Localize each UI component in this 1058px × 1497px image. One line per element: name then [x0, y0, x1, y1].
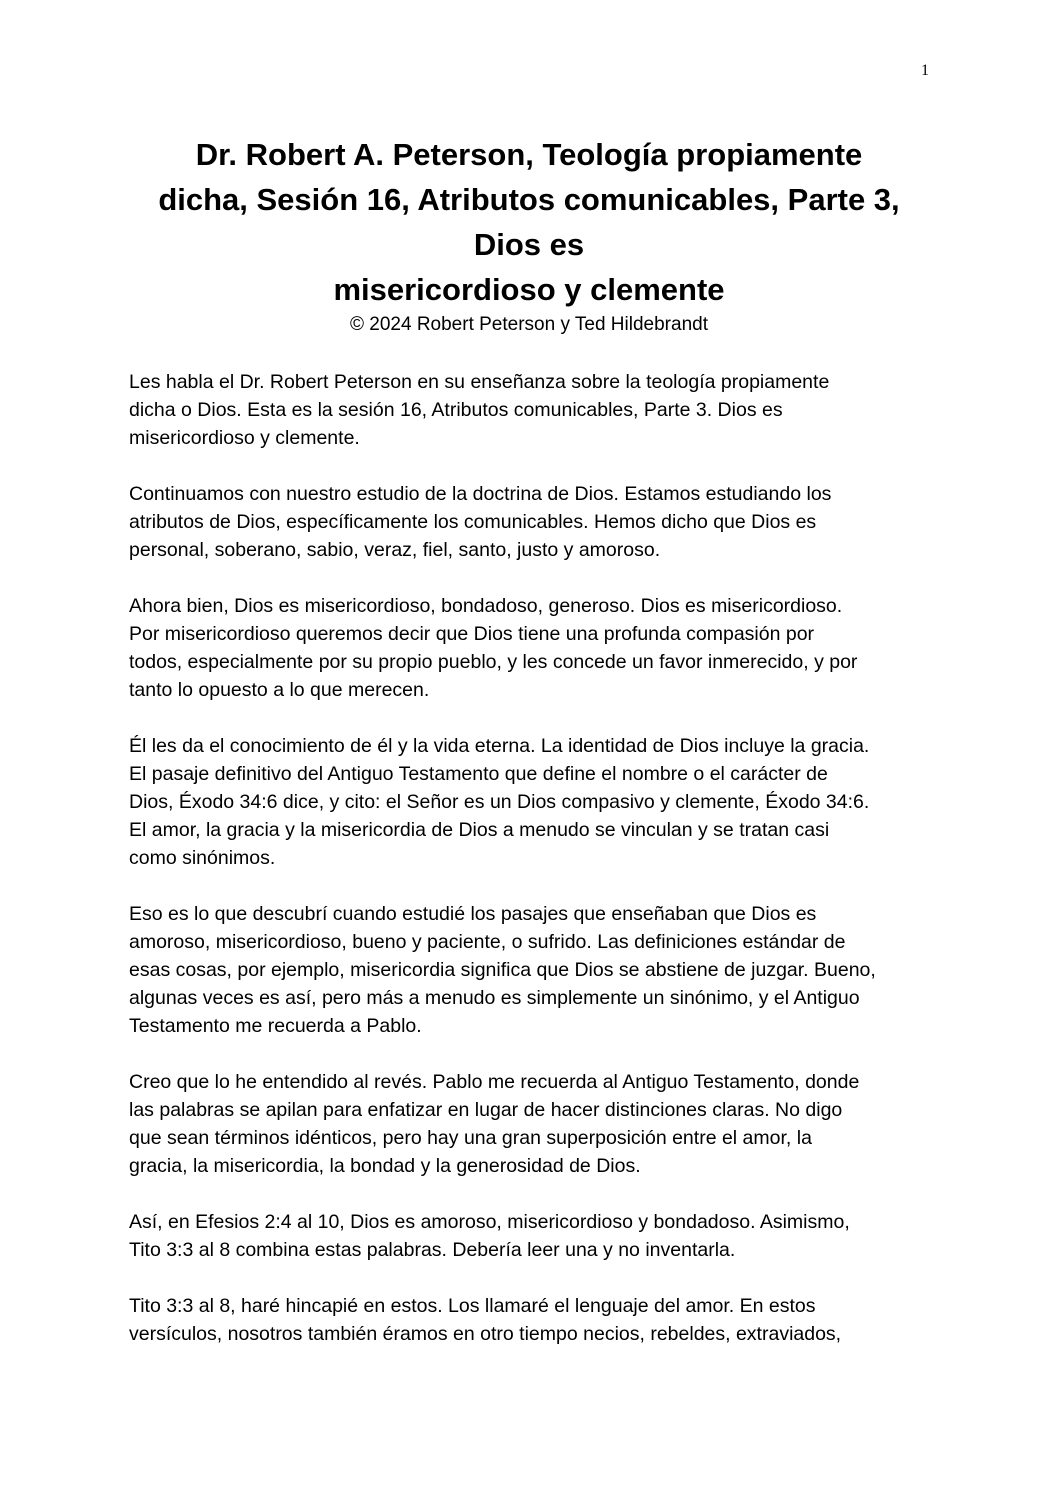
text-line: las palabras se apilan para enfatizar en lugar de hacer distinciones claras. No digo	[129, 1099, 843, 1121]
text-line: como sinónimos.	[129, 847, 276, 869]
text-line: tanto lo opuesto a lo que merecen.	[129, 679, 430, 701]
text-line: Por misericordioso queremos decir que Dios tiene una profunda compasión por	[129, 623, 815, 645]
paragraph	[129, 732, 934, 872]
document-header	[129, 132, 929, 338]
text-line: misericordioso y clemente.	[129, 427, 360, 449]
paragraph	[129, 368, 934, 452]
title-line: misericordioso y clemente	[333, 272, 725, 307]
copyright-notice: © 2024 Robert Peterson y Ted Hildebrandt	[350, 314, 708, 335]
text-line: Les habla el Dr. Robert Peterson en su enseñanza sobre la teología propiamente	[129, 371, 830, 393]
text-line: gracia, la misericordia, la bondad y la generosidad de Dios.	[129, 1155, 641, 1177]
title-line: dicha, Sesión 16, Atributos comunicables, Parte 3,	[158, 182, 900, 217]
text-line: amoroso, misericordioso, bueno y paciente, o sufrido. Las definiciones estándar de	[129, 931, 846, 953]
text-line: Testamento me recuerda a Pablo.	[129, 1015, 422, 1037]
text-line: todos, especialmente por su propio pueblo, y les concede un favor inmerecido, y por	[129, 651, 858, 673]
paragraph	[129, 1292, 934, 1348]
text-line: algunas veces es así, pero más a menudo es simplemente un sinónimo, y el Antiguo	[129, 987, 860, 1009]
text-line: esas cosas, por ejemplo, misericordia significa que Dios se abstiene de juzgar. Bueno,	[129, 959, 876, 981]
page-number: 1	[921, 62, 929, 79]
paragraph	[129, 1068, 934, 1180]
text-line: Él les da el conocimiento de él y la vida eterna. La identidad de Dios incluye la gracia.	[129, 735, 870, 757]
text-line: El pasaje definitivo del Antiguo Testamento que define el nombre o el carácter de	[129, 763, 828, 785]
title-line: Dr. Robert A. Peterson, Teología propiamente	[195, 137, 863, 172]
title-line: Dios es	[473, 227, 585, 262]
paragraph	[129, 592, 934, 704]
text-line: personal, soberano, sabio, veraz, fiel, santo, justo y amoroso.	[129, 539, 661, 561]
paragraph	[129, 480, 934, 564]
text-line: El amor, la gracia y la misericordia de Dios a menudo se vinculan y se tratan casi	[129, 819, 830, 841]
paragraph	[129, 1208, 934, 1264]
text-line: Continuamos con nuestro estudio de la doctrina de Dios. Estamos estudiando los	[129, 483, 832, 505]
text-line: Dios, Éxodo 34:6 dice, y cito: el Señor es un Dios compasivo y clemente, Éxodo 34:6.	[129, 791, 870, 813]
paragraph	[129, 900, 934, 1040]
document-body	[129, 368, 934, 1376]
text-line: Tito 3:3 al 8, haré hincapié en estos. Los llamaré el lenguaje del amor. En estos	[129, 1295, 816, 1317]
text-line: Creo que lo he entendido al revés. Pablo me recuerda al Antiguo Testamento, donde	[129, 1071, 860, 1093]
text-line: que sean términos idénticos, pero hay una gran superposición entre el amor, la	[129, 1127, 812, 1149]
text-line: dicha o Dios. Esta es la sesión 16, Atributos comunicables, Parte 3. Dios es	[129, 399, 783, 421]
text-line: atributos de Dios, específicamente los comunicables. Hemos dicho que Dios es	[129, 511, 817, 533]
text-line: versículos, nosotros también éramos en otro tiempo necios, rebeldes, extraviados,	[129, 1323, 842, 1345]
text-line: Ahora bien, Dios es misericordioso, bondadoso, generoso. Dios es misericordioso.	[129, 595, 843, 617]
text-line: Así, en Efesios 2:4 al 10, Dios es amoroso, misericordioso y bondadoso. Asimismo,	[129, 1211, 850, 1233]
text-line: Eso es lo que descubrí cuando estudié los pasajes que enseñaban que Dios es	[129, 903, 817, 925]
text-line: Tito 3:3 al 8 combina estas palabras. Debería leer una y no inventarla.	[129, 1239, 736, 1261]
